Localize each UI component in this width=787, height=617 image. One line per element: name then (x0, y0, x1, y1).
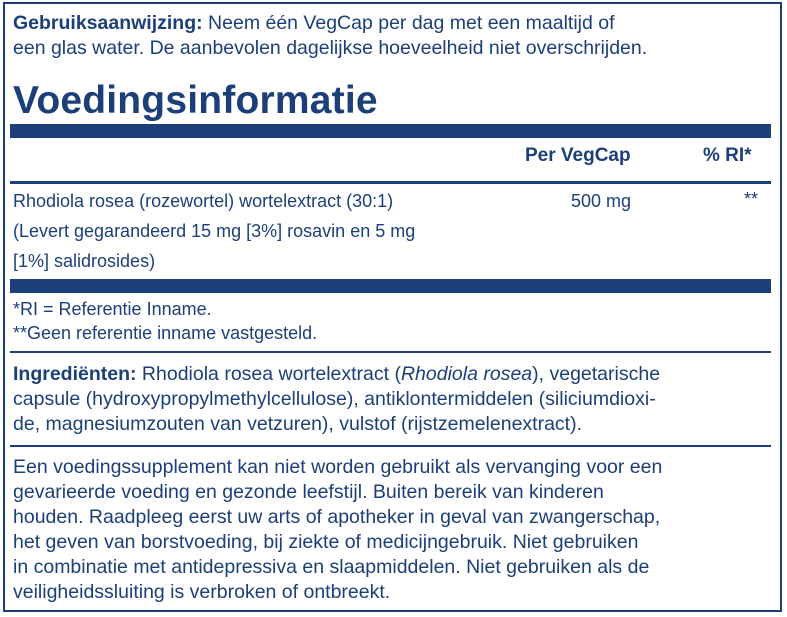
ingredients-section (13, 362, 775, 437)
nutrient-amount: 500 mg (571, 191, 632, 211)
warning-line-5: in combinatie met antidepressiva en slaapmiddelen. Niet gebruiken als de (13, 556, 650, 578)
usage-label: Gebruiksaanwijzing: (13, 12, 203, 34)
table-bottom-divider (10, 279, 771, 293)
header-divider-thick (10, 124, 771, 138)
page-title: Voedingsinformatie (13, 79, 378, 122)
warning-line-4: het geven van borstvoeding, bij ziekte of medicijngebruik. Niet gebruiken (13, 531, 639, 553)
warning-section (13, 455, 778, 605)
warning-line-6: veiligheidssluiting is verbroken of ontbreekt. (13, 581, 391, 603)
ingredients-label: Ingrediënten: (13, 363, 137, 385)
column-header-per-vegcap: Per VegCap (525, 145, 631, 166)
ingredients-line-2: capsule (hydroxypropylmethylcellulose), antiklontermiddelen (siliciumdioxi- (13, 388, 656, 410)
nutrient-line-2: (Levert gegarandeerd 15 mg [3%] rosavin en 5 mg (13, 221, 416, 241)
nutrient-line-1: Rhodiola rosea (rozewortel) wortelextract (30:1) (13, 191, 394, 211)
ingredients-latin-name: Rhodiola rosea (400, 363, 533, 385)
footnote-ri: *RI = Referentie Inname. (13, 299, 212, 319)
warning-line-3: houden. Raadpleeg eerst uw arts of apotheker in geval van zwangerschap, (13, 506, 661, 528)
warning-line-1: Een voedingssupplement kan niet worden gebruikt als vervanging voor een (13, 456, 663, 478)
usage-text-line-2: een glas water. De aanbevolen dagelijkse hoeveelheid niet overschrijden. (13, 37, 648, 59)
nutrient-name (13, 186, 513, 276)
usage-instructions (13, 11, 773, 61)
ingredients-text-b: ), vegetarische (532, 363, 661, 385)
header-divider-thin (10, 181, 771, 184)
usage-text-line-1: Neem één VegCap per dag met een maaltijd of (202, 12, 615, 34)
warning-line-2: gevarieerde voeding en gezonde leefstijl. Buiten bereik van kinderen (13, 481, 604, 503)
column-header-ri: % RI* (703, 145, 752, 166)
nutrient-ri: ** (744, 189, 759, 209)
footnote-no-ri: **Geen referentie inname vastgesteld. (13, 323, 318, 343)
ingredients-line-3: de, magnesiumzouten van vetzuren), vulstof (rijstzemelenextract). (13, 413, 582, 435)
footnote-divider (10, 351, 771, 353)
ingredients-divider (10, 445, 771, 447)
ingredients-text-a: Rhodiola rosea wortelextract ( (136, 363, 401, 385)
footnotes (13, 297, 317, 345)
nutrient-line-3: [1%] salidrosides) (13, 251, 156, 271)
